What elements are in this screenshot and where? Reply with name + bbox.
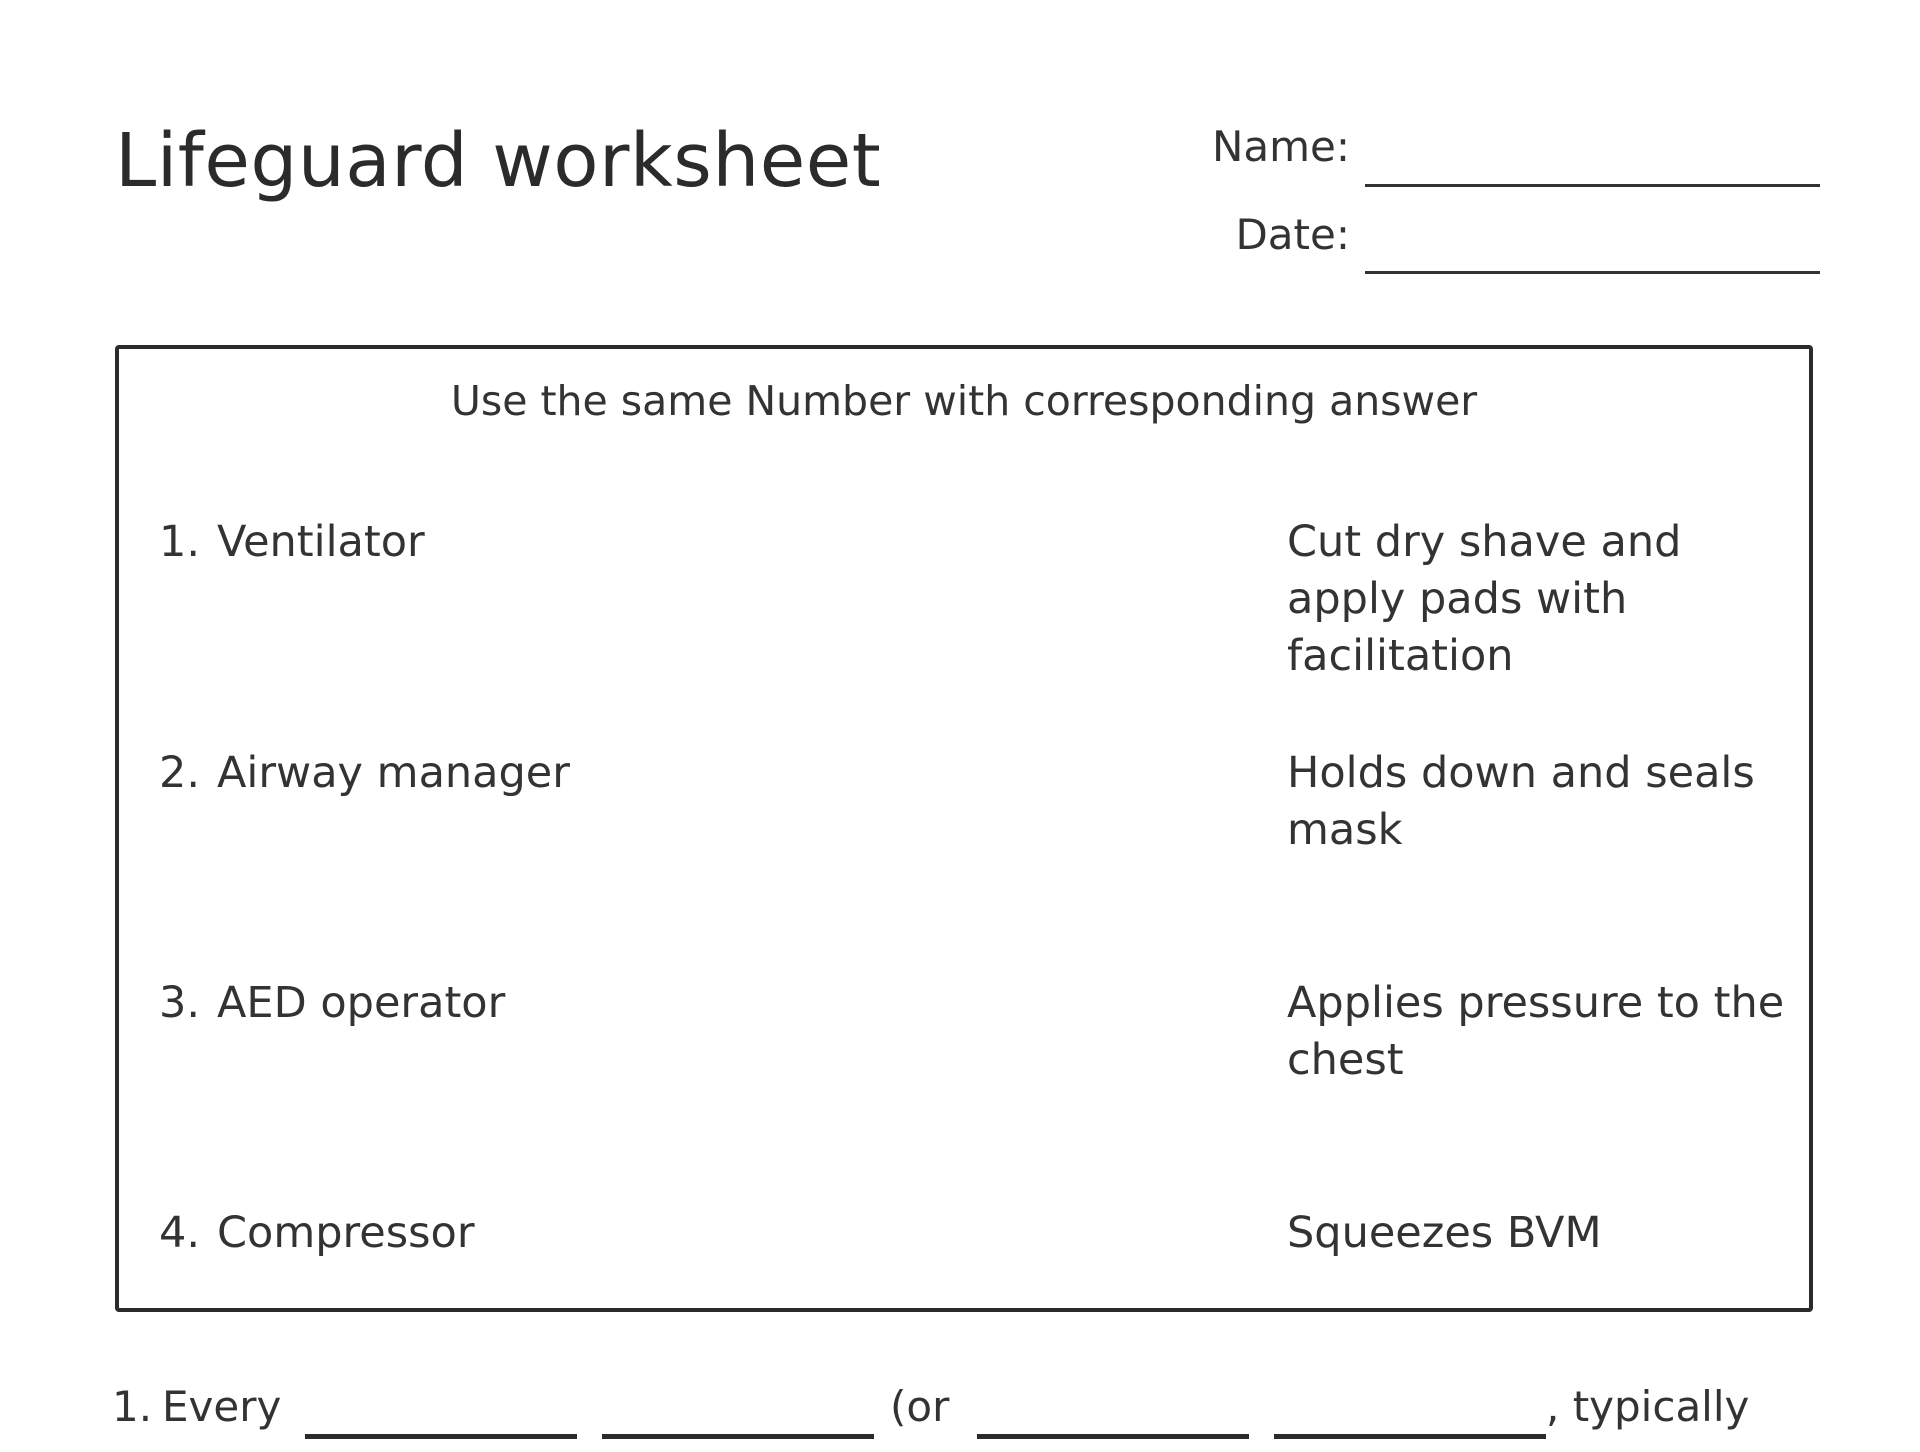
date-field-line[interactable]	[1365, 271, 1820, 274]
left-item	[159, 748, 570, 798]
left-item-number: 4.	[159, 1208, 201, 1258]
question-text-every: Every	[162, 1382, 282, 1431]
left-item-label: Compressor	[217, 1208, 475, 1258]
right-item: Holds down and seals mask	[1287, 748, 1755, 855]
left-item	[159, 517, 425, 567]
matching-instruction: Use the same Number with corresponding answer	[450, 377, 1478, 425]
left-item-number: 1.	[159, 517, 201, 567]
date-label: Date:	[1235, 210, 1350, 259]
page-title: Lifeguard worksheet	[115, 118, 882, 204]
matching-box	[115, 345, 1813, 1312]
answer-blank[interactable]	[1274, 1434, 1546, 1439]
left-item-label: Ventilator	[217, 517, 425, 567]
left-item	[159, 978, 505, 1028]
left-item-number: 3.	[159, 978, 201, 1028]
answer-blank[interactable]	[977, 1434, 1249, 1439]
name-label: Name:	[1211, 122, 1350, 171]
right-item: Cut dry shave and apply pads with facilitation	[1287, 517, 1682, 681]
right-item: Squeezes BVM	[1287, 1208, 1602, 1258]
left-item	[159, 1208, 475, 1258]
left-item-label: AED operator	[217, 978, 506, 1028]
answer-blank[interactable]	[602, 1434, 874, 1439]
question-text-typically: , typically	[1546, 1382, 1750, 1431]
left-item-number: 2.	[159, 748, 201, 798]
question-number: 1.	[112, 1382, 153, 1431]
question-text-or: (or	[890, 1382, 950, 1431]
right-item: Applies pressure to the chest	[1287, 978, 1785, 1085]
answer-blank[interactable]	[305, 1434, 577, 1439]
name-field-line[interactable]	[1365, 184, 1820, 187]
left-item-label: Airway manager	[217, 748, 570, 798]
